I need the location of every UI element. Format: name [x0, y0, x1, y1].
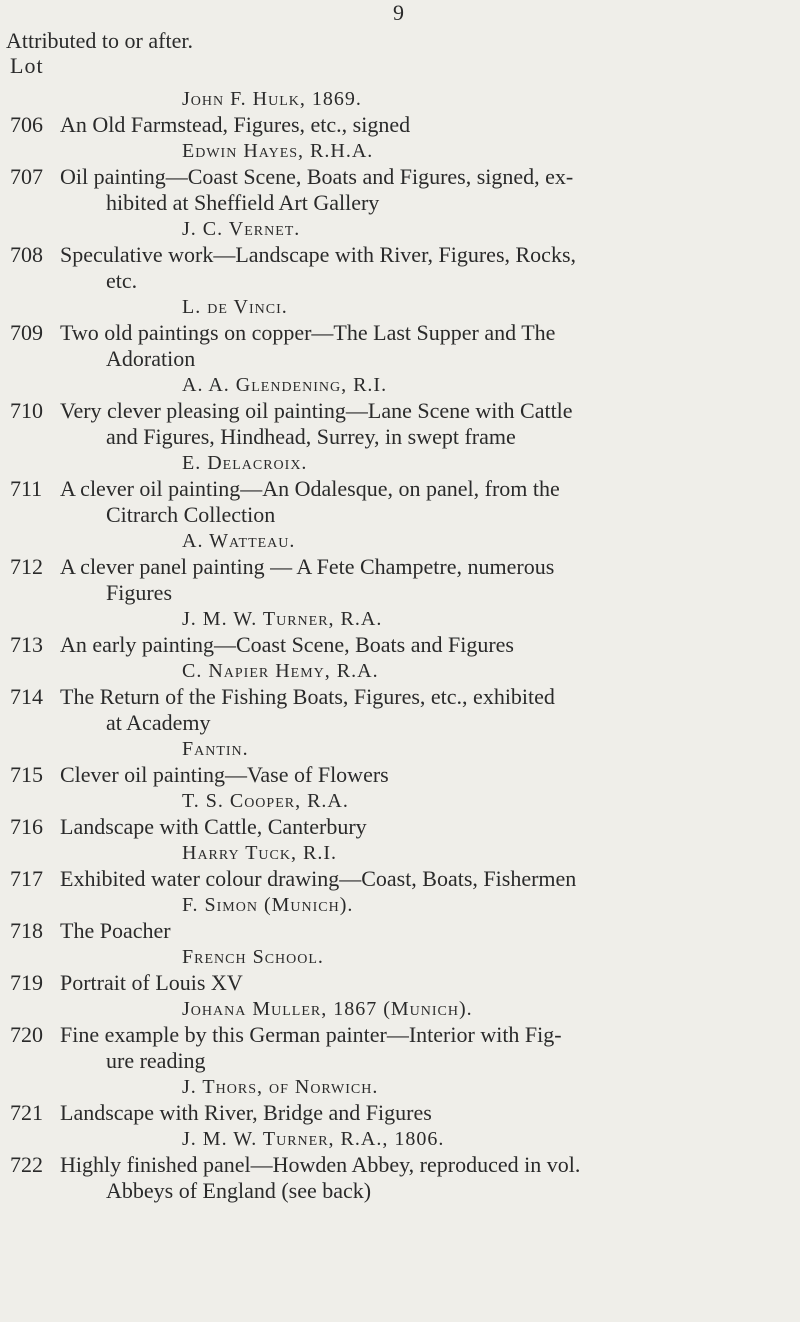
description-line: Highly finished panel—Howden Abbey, reproduced in vol. [60, 1152, 581, 1177]
artist-attribution: French School. [182, 946, 324, 968]
lot-entry [0, 450, 800, 528]
artist-attribution: J. M. W. Turner, R.A., 1806. [182, 1128, 445, 1150]
artist-attribution: C. Napier Hemy, R.A. [182, 660, 379, 682]
artist-attribution: A. Watteau. [182, 530, 296, 552]
description-line: Fine example by this German painter—Interior with Fig- [60, 1022, 562, 1047]
description-line: Abbeys of England (see back) [106, 1178, 372, 1203]
lot-description [60, 1100, 790, 1126]
lot-description [60, 632, 790, 658]
description-line: Adoration [106, 346, 196, 371]
lot-number: 714 [10, 684, 43, 709]
lot-number: 718 [10, 918, 43, 943]
lot-number: 706 [10, 112, 43, 137]
description-line: Landscape with Cattle, Canterbury [60, 814, 367, 839]
lot-description [60, 970, 790, 996]
lot-description [60, 814, 790, 840]
lot-entry [0, 86, 800, 138]
description-line: Oil painting—Coast Scene, Boats and Figures, signed, ex- [60, 164, 574, 189]
description-line: Portrait of Louis XV [60, 970, 243, 995]
description-line: at Academy [106, 710, 211, 735]
description-line: A clever oil painting—An Odalesque, on panel, from the [60, 476, 560, 501]
description-line: ure reading [106, 1048, 206, 1073]
artist-attribution: Harry Tuck, R.I. [182, 842, 337, 864]
lot-entry [0, 216, 800, 294]
artist-attribution: E. Delacroix. [182, 452, 308, 474]
artist-attribution: J. C. Vernet. [182, 218, 301, 240]
description-line: Figures [106, 580, 172, 605]
description-line: An Old Farmstead, Figures, etc., signed [60, 112, 411, 137]
lot-description [60, 476, 790, 528]
lot-number: 716 [10, 814, 43, 839]
lot-number: 721 [10, 1100, 43, 1125]
lot-description [60, 554, 790, 606]
lot-number: 711 [10, 476, 43, 501]
lot-description [60, 1152, 790, 1204]
lot-description [60, 684, 790, 736]
description-line: Landscape with River, Bridge and Figures [60, 1100, 432, 1125]
lot-column-header: Lot [10, 53, 44, 78]
description-line: Clever oil painting—Vase of Flowers [60, 762, 389, 787]
lot-entry [0, 138, 800, 216]
page-heading: Attributed to or after. [6, 28, 193, 53]
lot-entry [0, 658, 800, 736]
lot-entry [0, 840, 800, 892]
lot-number: 720 [10, 1022, 43, 1047]
lot-entry [0, 1126, 800, 1204]
description-line: hibited at Sheffield Art Gallery [106, 190, 380, 215]
lot-entry [0, 736, 800, 788]
lot-entry [0, 372, 800, 450]
lot-description [60, 164, 790, 216]
description-line: etc. [106, 268, 138, 293]
lot-number: 722 [10, 1152, 43, 1177]
lot-list [0, 86, 800, 1204]
artist-attribution: Johana Muller, 1867 (Munich). [182, 998, 473, 1020]
lot-number: 709 [10, 320, 43, 345]
description-line: An early painting—Coast Scene, Boats and Figures [60, 632, 514, 657]
lot-entry [0, 606, 800, 658]
artist-attribution: A. A. Glendening, R.I. [182, 374, 388, 396]
lot-entry [0, 294, 800, 372]
lot-description [60, 112, 790, 138]
lot-description [60, 866, 790, 892]
artist-attribution: Fantin. [182, 738, 249, 760]
description-line: The Poacher [60, 918, 171, 943]
lot-description [60, 398, 790, 450]
artist-attribution: J. Thors, of Norwich. [182, 1076, 379, 1098]
description-line: and Figures, Hindhead, Surrey, in swept frame [106, 424, 516, 449]
artist-attribution: Edwin Hayes, R.H.A. [182, 140, 374, 162]
lot-description [60, 918, 790, 944]
description-line: Speculative work—Landscape with River, Figures, Rocks, [60, 242, 577, 267]
description-line: A clever panel painting — A Fete Champetre, numerous [60, 554, 555, 579]
lot-entry [0, 892, 800, 944]
lot-entry [0, 996, 800, 1074]
lot-number: 713 [10, 632, 43, 657]
lot-number: 708 [10, 242, 43, 267]
description-line: Very clever pleasing oil painting—Lane Scene with Cattle [60, 398, 573, 423]
artist-attribution: L. de Vinci. [182, 296, 288, 318]
lot-number: 712 [10, 554, 43, 579]
lot-number: 710 [10, 398, 43, 423]
lot-number: 715 [10, 762, 43, 787]
description-line: Citrarch Collection [106, 502, 276, 527]
lot-description [60, 242, 790, 294]
lot-description [60, 320, 790, 372]
lot-number: 717 [10, 866, 43, 891]
lot-description [60, 1022, 790, 1074]
lot-entry [0, 944, 800, 996]
lot-entry [0, 528, 800, 606]
page-number: 9 [393, 0, 404, 25]
description-line: Exhibited water colour drawing—Coast, Boats, Fishermen [60, 866, 577, 891]
lot-description [60, 762, 790, 788]
lot-number: 707 [10, 164, 43, 189]
artist-attribution: F. Simon (Munich). [182, 894, 354, 916]
lot-entry [0, 788, 800, 840]
description-line: Two old paintings on copper—The Last Supper and The [60, 320, 556, 345]
lot-number: 719 [10, 970, 43, 995]
lot-entry [0, 1074, 800, 1126]
artist-attribution: John F. Hulk, 1869. [182, 88, 362, 110]
artist-attribution: T. S. Cooper, R.A. [182, 790, 349, 812]
artist-attribution: J. M. W. Turner, R.A. [182, 608, 383, 630]
description-line: The Return of the Fishing Boats, Figures, etc., exhibited [60, 684, 555, 709]
